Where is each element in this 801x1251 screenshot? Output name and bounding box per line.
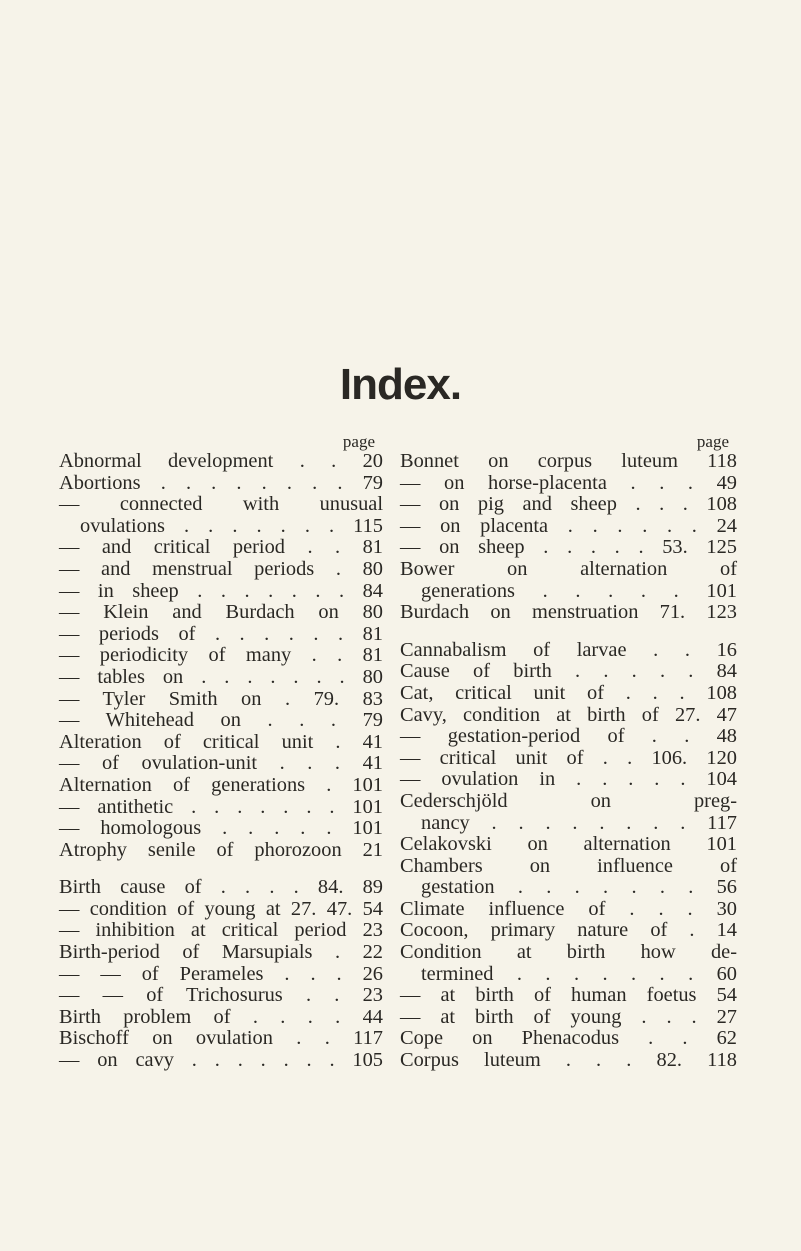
- index-entry: — on horse-placenta . . . 49: [400, 471, 737, 494]
- index-entry: — on cavy . . . . . . . 105: [59, 1049, 383, 1072]
- index-entry: Chambers on influence of: [400, 854, 737, 877]
- index-entry: Alteration of critical unit . 41: [59, 730, 383, 753]
- index-column-left: [59, 432, 383, 1072]
- right-entries: [400, 451, 737, 1072]
- index-entry: — critical unit of . . 106. 120: [400, 746, 737, 769]
- index-entry: — at birth of human foetus 54: [400, 984, 737, 1007]
- index-entry: ovulations . . . . . . . 115: [80, 514, 383, 537]
- index-entry: — and menstrual periods . 80: [59, 557, 383, 580]
- index-entry: termined . . . . . . . 60: [421, 962, 737, 985]
- index-entry: — at birth of young . . . 27: [400, 1005, 737, 1028]
- index-entry: Birth cause of . . . . 84. 89: [59, 876, 383, 899]
- section-gap: [59, 861, 383, 877]
- index-entry: — — of Trichosurus . . 23: [59, 984, 383, 1007]
- index-entry: — tables on . . . . . . . 80: [59, 665, 383, 688]
- page-title: Index.: [339, 360, 462, 409]
- index-entry: Corpus luteum . . . 82. 118: [400, 1049, 737, 1072]
- index-entry: Cocoon, primary nature of . 14: [400, 919, 737, 942]
- index-entry: — periods of . . . . . . 81: [59, 622, 383, 645]
- index-entry: nancy . . . . . . . . 117: [421, 811, 737, 834]
- index-entry: Cannabalism of larvae . . 16: [400, 638, 737, 661]
- left-entries: [59, 451, 383, 1072]
- page-label-right: page: [696, 432, 729, 451]
- index-entry: — of ovulation-unit . . . 41: [59, 752, 383, 775]
- index-entry: — Klein and Burdach on 80: [59, 601, 383, 624]
- index-entry: Abnormal development . . 20: [59, 450, 383, 472]
- index-entry: generations . . . . . 101: [421, 579, 737, 602]
- index-entry: — periodicity of many . . 81: [59, 644, 383, 667]
- index-entry: — — of Perameles . . . 26: [59, 962, 383, 985]
- index-entry: Alternation of generations . 101: [59, 773, 383, 796]
- index-entry: — inhibition at critical period 23: [59, 919, 383, 942]
- index-entry: — Whitehead on . . . 79: [59, 709, 383, 732]
- index-entry: — on sheep . . . . . 53. 125: [400, 536, 737, 559]
- index-entry: — and critical period . . 81: [59, 536, 383, 559]
- index-entry: Climate influence of . . . 30: [400, 897, 737, 920]
- index-entry: Bower on alternation of: [400, 557, 737, 580]
- index-entry: Atrophy senile of phorozoon 21: [59, 838, 383, 861]
- index-column-right: [400, 432, 737, 1072]
- index-entry: Abortions . . . . . . . . 79: [59, 471, 383, 494]
- index-entry: Cope on Phenacodus . . 62: [400, 1027, 737, 1050]
- index-entry: gestation . . . . . . . 56: [421, 876, 737, 899]
- index-entry: Birth problem of . . . . 44: [59, 1005, 383, 1028]
- page-label-left: page: [342, 432, 375, 451]
- index-entry: Condition at birth how de-: [400, 941, 737, 964]
- index-entry: — ovulation in . . . . . 104: [400, 768, 737, 791]
- index-entry: Bonnet on corpus luteum 118: [400, 450, 737, 472]
- index-entry: Cederschjöld on preg-: [400, 789, 737, 812]
- index-entry: Cat, critical unit of . . . 108: [400, 681, 737, 704]
- section-gap: [400, 624, 737, 640]
- index-entry: — gestation-period of . . 48: [400, 725, 737, 748]
- index-entry: Bischoff on ovulation . . 117: [59, 1027, 383, 1050]
- index-entry: — condition of young at 27. 47. 54: [59, 897, 383, 920]
- index-entry: Cavy, condition at birth of 27. 47: [400, 703, 737, 726]
- index-entry: — in sheep . . . . . . . 84: [59, 579, 383, 602]
- index-entry: — Tyler Smith on . 79. 83: [59, 687, 383, 710]
- index-entry: Birth-period of Marsupials . 22: [59, 941, 383, 964]
- index-entry: — connected with unusual: [59, 493, 383, 516]
- index-entry: — homologous . . . . . 101: [59, 817, 383, 840]
- index-entry: — antithetic . . . . . . . 101: [59, 795, 383, 818]
- index-entry: — on pig and sheep . . . 108: [400, 493, 737, 516]
- index-entry: Burdach on menstruation 71. 123: [400, 601, 737, 624]
- index-entry: Celakovski on alternation 101: [400, 833, 737, 856]
- index-entry: — on placenta . . . . . . 24: [400, 514, 737, 537]
- index-entry: Cause of birth . . . . . 84: [400, 660, 737, 683]
